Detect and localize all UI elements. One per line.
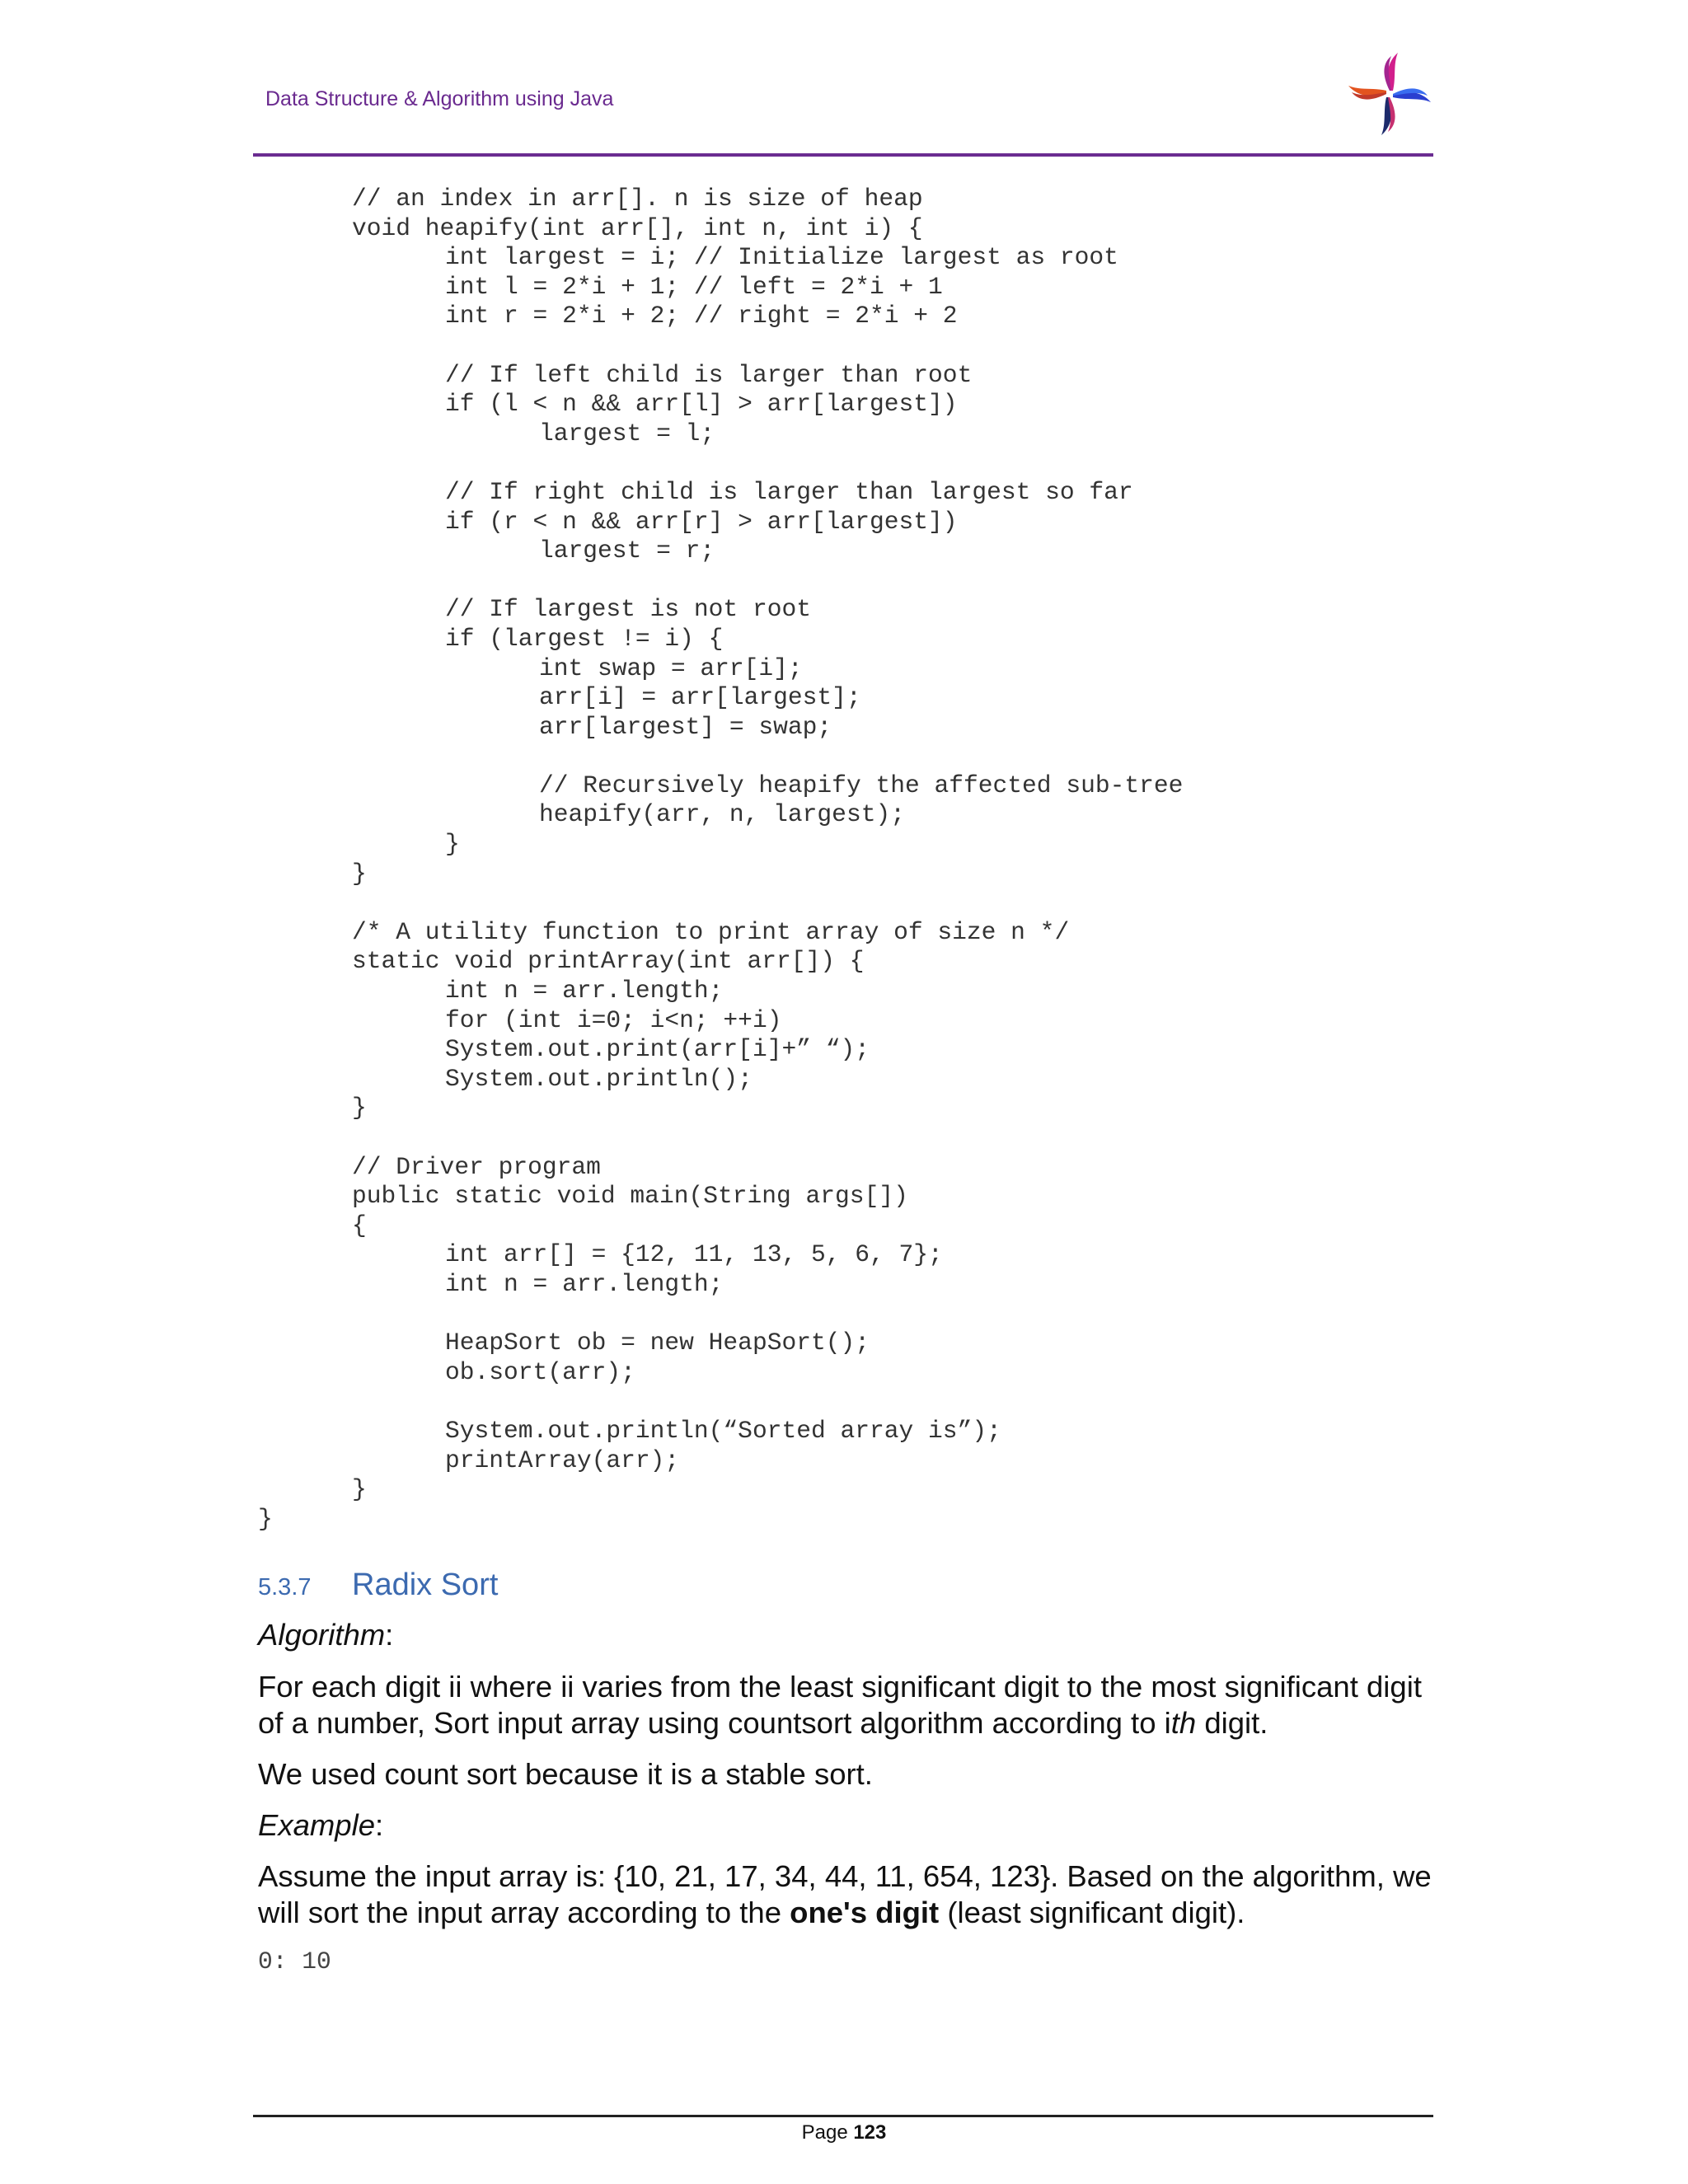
stable-sort-note: We used count sort because it is a stable sort. bbox=[258, 1757, 873, 1791]
code-line: static void printArray(int arr[]) { bbox=[352, 947, 865, 976]
algorithm-italic-suffix: th bbox=[1170, 1706, 1197, 1740]
code-line: // If left child is larger than root bbox=[445, 360, 973, 389]
header-title: Data Structure & Algorithm using Java bbox=[265, 87, 614, 110]
code-line: if (largest != i) { bbox=[445, 624, 724, 653]
section-title: Radix Sort bbox=[352, 1568, 499, 1602]
code-line: HeapSort ob = new HeapSort(); bbox=[445, 1329, 870, 1357]
example-label: Example bbox=[258, 1808, 376, 1842]
code-block bbox=[0, 185, 1183, 1534]
example-bold: one's digit bbox=[790, 1896, 940, 1929]
code-line: public static void main(String args[]) bbox=[352, 1182, 908, 1211]
footer-divider bbox=[253, 2115, 1433, 2117]
code-line: System.out.println(“Sorted array is”); bbox=[445, 1416, 1001, 1445]
example-text: Assume the input array is: {10, 21, 17, 34, 44, 11, 654, 123}. Based on the algorithm, we will sort the input array according to the bbox=[258, 1859, 1432, 1929]
algorithm-description bbox=[258, 1669, 1437, 1741]
code-line: if (l < n && arr[l] > arr[largest]) bbox=[445, 390, 958, 419]
code-line: } bbox=[258, 1504, 273, 1533]
section-heading bbox=[258, 1568, 498, 1603]
code-line bbox=[0, 1387, 1183, 1417]
algorithm-label: Algorithm bbox=[258, 1618, 386, 1652]
algorithm-text-end: digit. bbox=[1196, 1706, 1268, 1740]
code-line: } bbox=[352, 1094, 367, 1122]
header-divider bbox=[253, 153, 1433, 157]
example-colon: : bbox=[375, 1808, 384, 1842]
code-line: int swap = arr[i]; bbox=[539, 654, 803, 682]
code-line: System.out.println(); bbox=[445, 1064, 753, 1093]
code-line: { bbox=[352, 1211, 367, 1240]
code-line: for (int i=0; i<n; ++i) bbox=[445, 1005, 782, 1034]
code-line: int r = 2*i + 2; // right = 2*i + 2 bbox=[445, 302, 958, 330]
code-line: printArray(arr); bbox=[445, 1446, 680, 1474]
example-description bbox=[258, 1858, 1437, 1931]
code-line: int largest = i; // Initialize largest as root bbox=[445, 243, 1118, 272]
code-line: largest = l; bbox=[539, 419, 715, 448]
code-line bbox=[0, 1123, 1183, 1153]
code-line: int l = 2*i + 1; // left = 2*i + 1 bbox=[445, 272, 943, 301]
code-line: // If right child is larger than largest so far bbox=[445, 477, 1133, 506]
code-line: arr[i] = arr[largest]; bbox=[539, 683, 861, 712]
publisher-logo-icon bbox=[1343, 51, 1436, 138]
section-number: 5.3.7 bbox=[258, 1574, 312, 1601]
code-line bbox=[0, 888, 1183, 918]
code-line: largest = r; bbox=[539, 537, 715, 565]
code-line: int n = arr.length; bbox=[445, 1269, 724, 1298]
code-line: void heapify(int arr[], int n, int i) { bbox=[352, 213, 923, 242]
algorithm-colon: : bbox=[385, 1618, 394, 1652]
code-line: // If largest is not root bbox=[445, 595, 811, 624]
code-line: // an index in arr[]. n is size of heap bbox=[352, 185, 923, 213]
code-line: } bbox=[445, 830, 460, 859]
code-line: if (r < n && arr[r] > arr[largest]) bbox=[445, 507, 958, 536]
code-line bbox=[0, 448, 1183, 478]
code-line: // Driver program bbox=[352, 1152, 601, 1181]
code-line: ob.sort(arr); bbox=[445, 1357, 635, 1386]
code-line: int arr[] = {12, 11, 13, 5, 6, 7}; bbox=[445, 1240, 943, 1269]
page-number: 123 bbox=[853, 2121, 887, 2144]
algorithm-text: For each digit ii where ii varies from the least significant digit to the most significant digit of a number, Sort input array using countsort algorithm according to i bbox=[258, 1670, 1422, 1740]
code-line bbox=[0, 566, 1183, 596]
code-line: } bbox=[352, 859, 367, 888]
code-line bbox=[0, 331, 1183, 361]
code-line: } bbox=[352, 1475, 367, 1504]
page-label: Page bbox=[801, 2121, 854, 2144]
code-line: System.out.print(arr[i]+” “); bbox=[445, 1035, 870, 1064]
code-line bbox=[0, 742, 1183, 771]
bucket-line: 0: 10 bbox=[258, 1947, 331, 1975]
algorithm-label-paragraph bbox=[258, 1617, 1437, 1653]
example-text-end: (least significant digit). bbox=[939, 1896, 1245, 1929]
example-label-paragraph bbox=[258, 1807, 1437, 1844]
code-line bbox=[0, 1300, 1183, 1329]
page-footer bbox=[0, 2121, 1688, 2144]
code-line: arr[largest] = swap; bbox=[539, 712, 832, 741]
code-line: // Recursively heapify the affected sub-tree bbox=[539, 771, 1184, 799]
code-line: /* A utility function to print array of size n */ bbox=[352, 917, 1070, 946]
code-line: heapify(arr, n, largest); bbox=[539, 800, 905, 829]
code-line: int n = arr.length; bbox=[445, 977, 724, 1005]
